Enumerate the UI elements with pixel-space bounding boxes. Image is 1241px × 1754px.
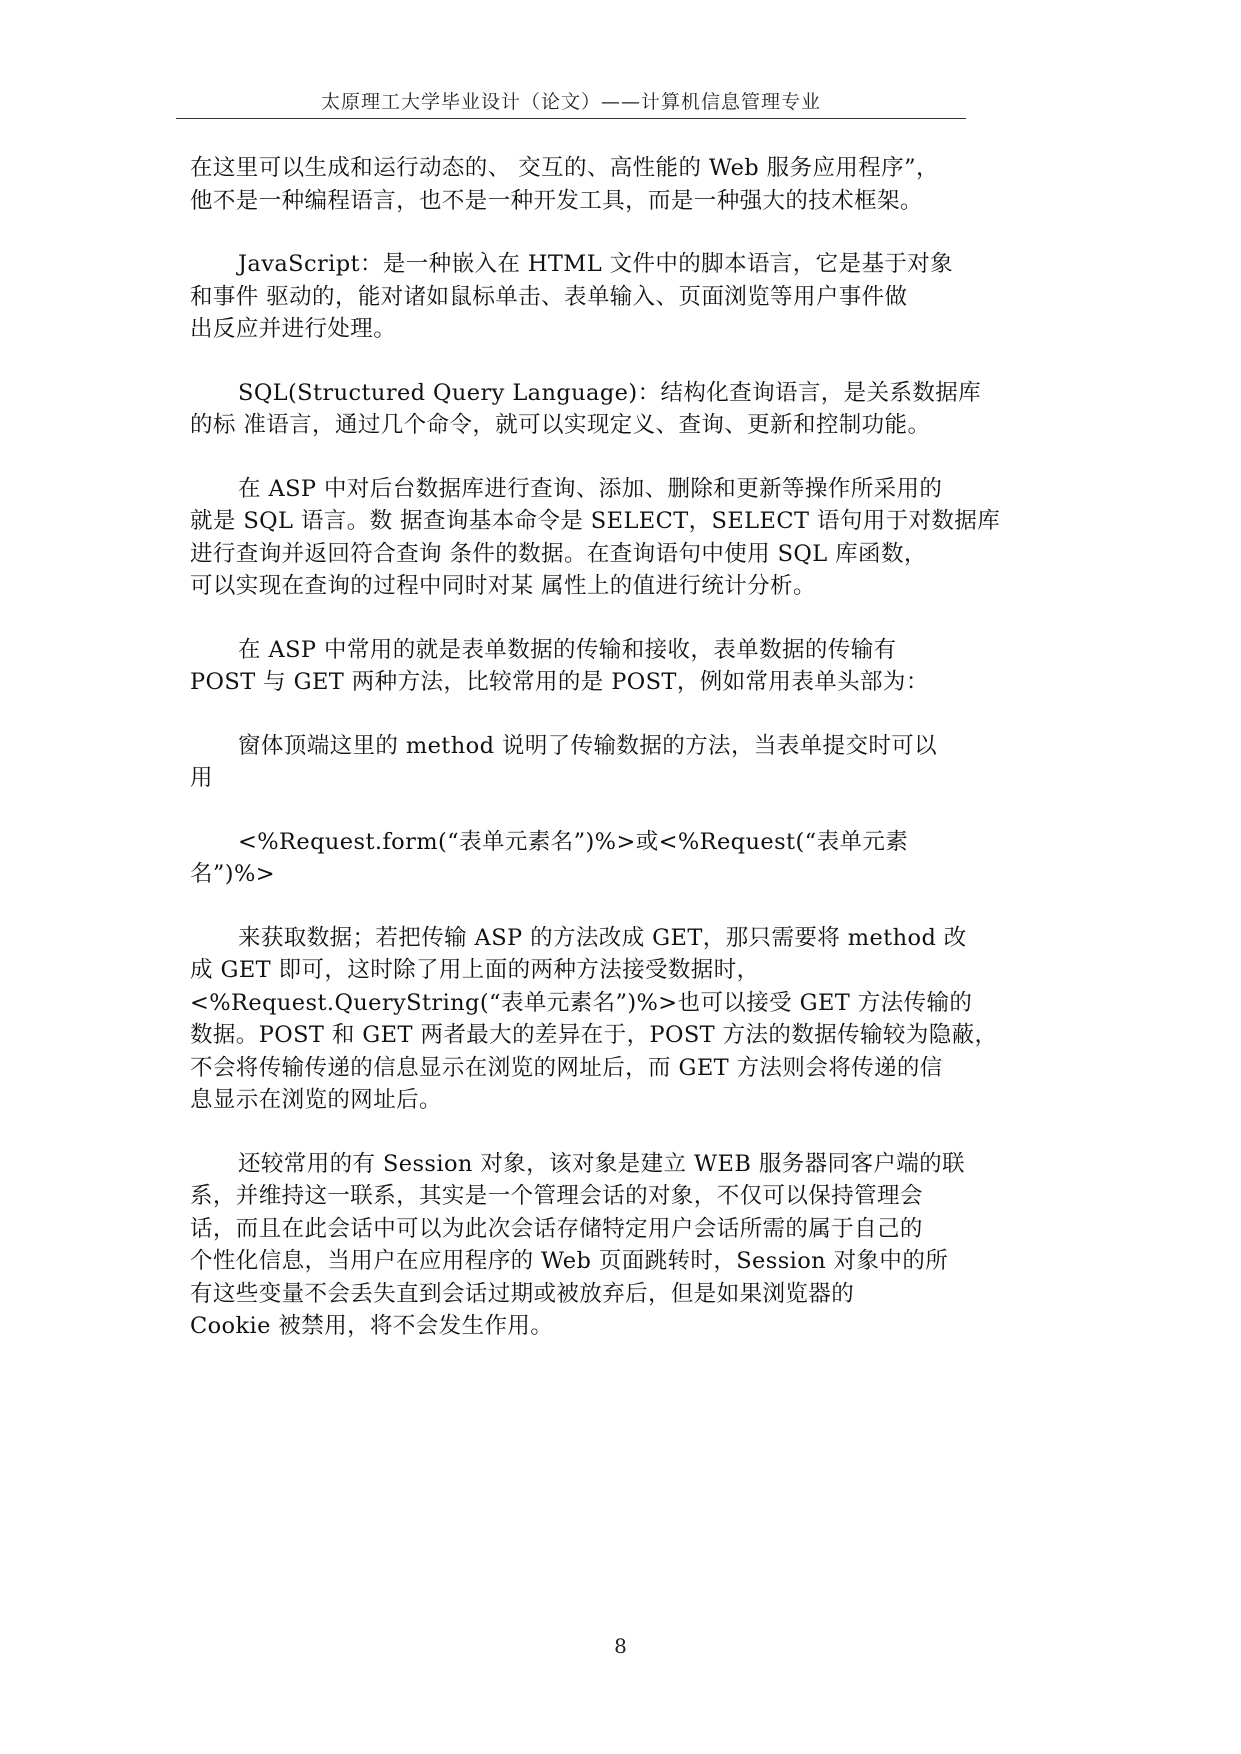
text-line: 有这些变量不会丢失直到会话过期或被放弃后，但是如果浏览器的 <box>190 1280 855 1307</box>
text-line: <%Request.form(“表单元素名”)%>或<%Request(“表单元素 <box>238 828 909 855</box>
text-line: 进行查询并返回符合查询 条件的数据。在查询语句中使用 SQL 库函数， <box>190 540 927 567</box>
paragraph-javascript <box>190 248 1000 346</box>
text-line: 话，而且在此会话中可以为此次会话存储特定用户会话所需的属于自己的 <box>190 1215 923 1242</box>
text-line: Cookie 被禁用，将不会发生作用。 <box>190 1313 554 1339</box>
text-line: 可以实现在查询的过程中同时对某 属性上的值进行统计分析。 <box>190 573 816 599</box>
text-line: <%Request.QueryString(“表单元素名”)%>也可以接受 GET 方法传输的 <box>190 989 973 1016</box>
text-line: 在 ASP 中常用的就是表单数据的传输和接收，表单数据的传输有 <box>238 636 897 663</box>
text-line: JavaScript：是一种嵌入在 HTML 文件中的脚本语言，它是基于对象 <box>238 251 954 277</box>
text-line: POST 与 GET 两种方法，比较常用的是 POST，例如常用表单头部为： <box>190 669 929 695</box>
text-line: 在这里可以生成和运行动态的、 交互的、高性能的 Web 服务应用程序”， <box>190 155 939 181</box>
text-line: 个性化信息，当用户在应用程序的 Web 页面跳转时，Session 对象中的所 <box>190 1248 949 1274</box>
text-line: 在 ASP 中对后台数据库进行查询、添加、删除和更新等操作所采用的 <box>238 475 943 502</box>
text-line: 出反应并进行处理。 <box>190 316 397 342</box>
text-line: 还较常用的有 Session 对象，该对象是建立 WEB 服务器同客户端的联 <box>238 1150 965 1177</box>
document-body <box>190 152 1000 1374</box>
paragraph-aspnet-continued <box>190 152 1000 217</box>
text-line: SQL(Structured Query Language)：结构化查询语言，是关系数据库 <box>238 379 982 406</box>
paragraph-form-transfer <box>190 634 1000 699</box>
text-line: 名”)%> <box>190 861 276 887</box>
paragraph-request-form <box>190 826 1000 891</box>
text-line: 的标 准语言，通过几个命令，就可以实现定义、查询、更新和控制功能。 <box>190 412 931 438</box>
text-line: 来获取数据；若把传输 ASP 的方法改成 GET，那只需要将 method 改 <box>238 924 967 951</box>
text-line: 系，并维持这一联系，其实是一个管理会话的对象，不仅可以保持管理会 <box>190 1183 923 1209</box>
paragraph-method <box>190 730 1000 795</box>
text-line: 数据。POST 和 GET 两者最大的差异在于，POST 方法的数据传输较为隐蔽， <box>190 1022 998 1048</box>
paragraph-get-post <box>190 922 1000 1117</box>
text-line: 和事件 驱动的，能对诸如鼠标单击、表单输入、页面浏览等用户事件做 <box>190 283 908 310</box>
running-header: 太原理工大学毕业设计（论文）——计算机信息管理专业 <box>320 91 821 113</box>
page-number: 8 <box>614 1634 627 1658</box>
text-line: 就是 SQL 语言。数 据查询基本命令是 SELECT，SELECT 语句用于对数据库 <box>190 508 1000 534</box>
paragraph-sql <box>190 377 1000 442</box>
text-line: 窗体顶端这里的 method 说明了传输数据的方法，当表单提交时可以 <box>238 732 938 759</box>
header-rule <box>176 118 966 119</box>
paragraph-session <box>190 1148 1000 1343</box>
text-line: 不会将传输传递的信息显示在浏览的网址后，而 GET 方法则会将传递的信 <box>190 1054 943 1081</box>
text-line: 他不是一种编程语言，也不是一种开发工具，而是一种强大的技术框架。 <box>190 187 923 214</box>
text-line: 息显示在浏览的网址后。 <box>190 1087 442 1113</box>
text-line: 用 <box>190 765 213 791</box>
paragraph-asp-sql <box>190 473 1000 603</box>
text-line: 成 GET 即可，这时除了用上面的两种方法接受数据时， <box>190 957 760 983</box>
